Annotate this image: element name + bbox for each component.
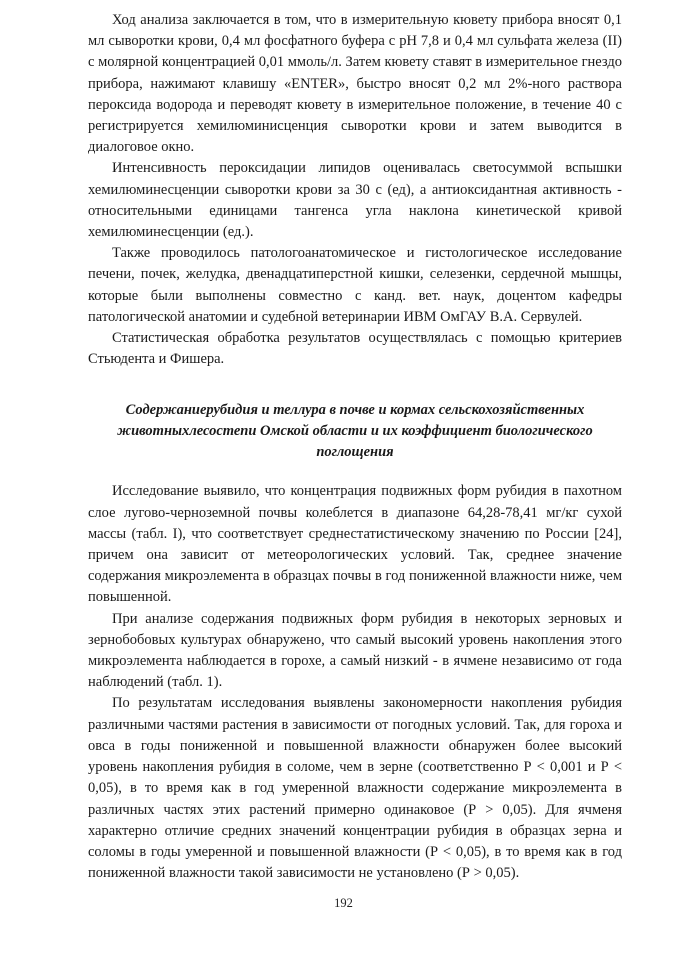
paragraph-accumulation-patterns: По результатам исследования выявлены закономерности накопления рубидия различными частями растения в зависимости от погодных условий. Так, для гороха и овса в годы пониженной и повышенной влажности обнаружен более высокий уровень накопления рубидия в соломе, чем в зерне (соответственно Р < 0,001 и Р < 0,05), в то время как в год умеренной влажности содержание микроэлемента в различных частях этих растений примерно одинаковое (Р > 0,05). Для ячменя характерно отличие средних значений концентрации рубидия в образцах зерна и соломы в годы умеренной и повышенной влажности (Р < 0,05), в то время как в год пониженной влажности такой зависимости не установлено (Р > 0,05). <box>88 695 622 882</box>
paragraph-crops-rubidium: При анализе содержания подвижных форм рубидия в некоторых зерновых и зернобобовых культурах обнаружено, что самый высокий уровень накопления этого микроэлемента наблюдается в горохе, а самый низкий - в ячмене независимо от года наблюдений (табл. 1). <box>88 610 622 691</box>
page-number: 192 <box>334 896 353 910</box>
paragraph-lipid-peroxidation: Интенсивность пероксидации липидов оценивалась светосуммой вспышки хемилюминесценции сыворотки крови за 30 с (ед), а антиоксидантная активность - относительными единицами тангенса угла наклона кинетической кривой хемилюминесценции (ед.). <box>88 160 622 241</box>
section-heading: Содержаниерубидия и теллура в почве и кормах сельскохозяйственных животныхлесостепи Омской области и их коэффициент биологического поглощения <box>117 402 593 461</box>
paragraph-analysis-procedure: Ход анализа заключается в том, что в измерительную кювету прибора вносят 0,1 мл сыворотки крови, 0,4 мл фосфатного буфера с рН 7,8 и 0,4 мл сульфата железа (II) с молярной концентрацией 0,01 ммоль/л. Затем кювету ставят в измерительное гнездо прибора, нажимают клавишу «ENTER», быстро вносят 0,2 мл 2%-ного раствора пероксида водорода и переводят кювету в измерительное положение, в течение 40 с регистрируется хемилюминисценция сыворотки крови и затем выводится в диалоговое окно. <box>88 12 622 156</box>
paragraph-statistics: Статистическая обработка результатов осуществлялась с помощью критериев Стьюдента и Фишера. <box>88 330 622 368</box>
paragraph-soil-rubidium: Исследование выявило, что концентрация подвижных форм рубидия в пахотном слое лугово-черноземной почвы колеблется в диапазоне 64,28-78,41 мг/кг сухой массы (табл. I), что соответствует среднестатистическому значению по России [24], причем она зависит от метеорологических условий. Так, среднее значение содержания микроэлемента в образцах почвы в год пониженной влажности ниже, чем повышенной. <box>88 483 622 606</box>
paragraph-histology: Также проводилось патологоанатомическое и гистологическое исследование печени, почек, желудка, двенадцатиперстной кишки, селезенки, сердечной мышцы, которые были выполнены совместно с канд. вет. наук, доцентом кафедры патологической анатомии и судебной ветеринарии ИВМ ОмГАУ В.А. Сервулей. <box>88 245 622 325</box>
document-page <box>88 10 622 884</box>
